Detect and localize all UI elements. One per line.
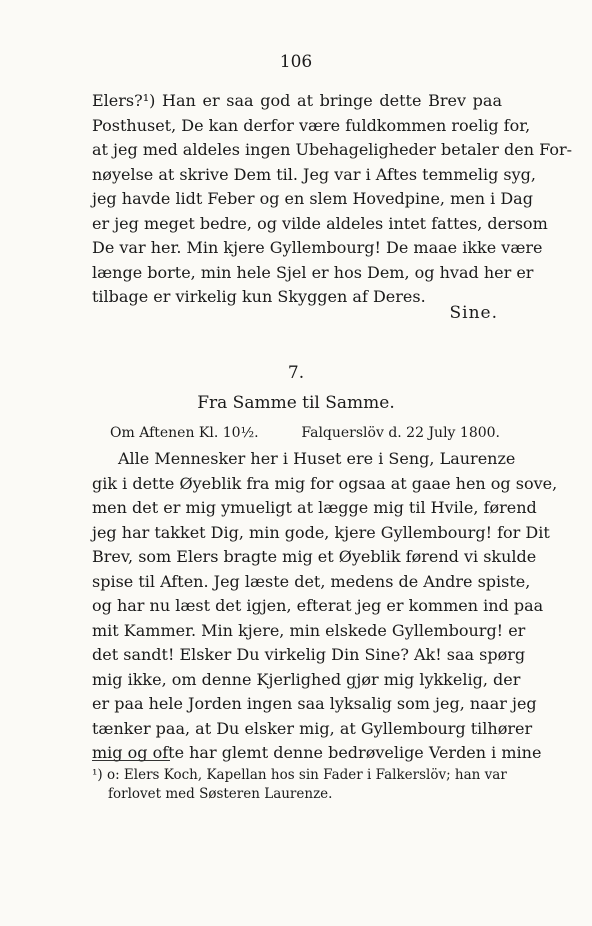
letter-body-continued	[92, 89, 573, 310]
text-line: Brev, som Elers bragte mig et Øyeblik førend vi skulde	[92, 547, 537, 566]
dateline	[110, 425, 500, 441]
text-line: Posthuset, De kan derfor være fuldkommen roelig for,	[92, 115, 531, 135]
text-line: længe borte, min hele Sjel er hos Dem, og hvad her er	[92, 262, 534, 282]
text-line: er jeg meget bedre, og vilde aldeles intet fattes, dersom	[92, 213, 548, 233]
text-line: tænker paa, at Du elsker mig, at Gyllembourg tilhører	[92, 718, 533, 738]
text-line: spise til Aften. Jeg læste det, medens de Andre spiste,	[92, 571, 531, 591]
footnote-divider	[92, 760, 170, 761]
text-line: gik i dette Øyeblik fra mig for ogsaa at gaae hen og sove,	[92, 473, 558, 493]
text-line: at jeg med aldeles ingen Ubehageligheder betaler den For-	[92, 140, 573, 159]
text-line: mig ikke, om denne Kjerlighed gjør mig lykkelig, der	[92, 669, 521, 689]
text-line: det sandt! Elsker Du virkelig Din Sine? Ak! saa spørg	[92, 645, 526, 664]
dateline-place-date: Falquerslöv d. 22 July 1800.	[301, 425, 500, 441]
footnote-line: ¹) o: Elers Koch, Kapellan hos sin Fader i Falkerslöv; han var	[92, 767, 507, 783]
footnote	[92, 766, 507, 804]
footnote-line: forlovet med Søsteren Laurenze.	[108, 786, 333, 802]
text-line: Alle Mennesker her i Huset ere i Seng, Laurenze	[118, 449, 516, 468]
text-line: tilbage er virkelig kun Skyggen af Deres.	[92, 287, 426, 306]
dateline-time: Om Aftenen Kl. 10½.	[110, 425, 259, 441]
text-line: men det er mig ymueligt at lægge mig til Hvile, førend	[92, 498, 537, 517]
text-line: mig og ofte har glemt denne bedrøvelige Verden i mine	[92, 743, 542, 762]
text-line: nøyelse at skrive Dem til. Jeg var i Aftes temmelig syg,	[92, 164, 537, 184]
letter-title: Fra Samme til Samme.	[197, 393, 395, 413]
text-line: jeg har takket Dig, min gode, kjere Gyllembourg! for Dit	[92, 522, 550, 542]
text-line: er paa hele Jorden ingen saa lyksalig som jeg, naar jeg	[92, 694, 537, 713]
letter-number: 7.	[287, 363, 305, 383]
text-line: Elers?¹) Han er saa god at bringe dette Brev paa	[92, 91, 502, 110]
text-line: De var her. Min kjere Gyllembourg! De maae ikke være	[92, 238, 543, 257]
page-number: 106	[279, 52, 313, 72]
text-line: og har nu læst det igjen, efterat jeg er kommen ind paa	[92, 596, 544, 615]
text-line: jeg havde lidt Feber og en slem Hovedpine, men i Dag	[92, 189, 533, 208]
text-line: mit Kammer. Min kjere, min elskede Gyllembourg! er	[92, 620, 526, 640]
signature: Sine.	[449, 303, 498, 323]
letter-body	[92, 447, 558, 766]
